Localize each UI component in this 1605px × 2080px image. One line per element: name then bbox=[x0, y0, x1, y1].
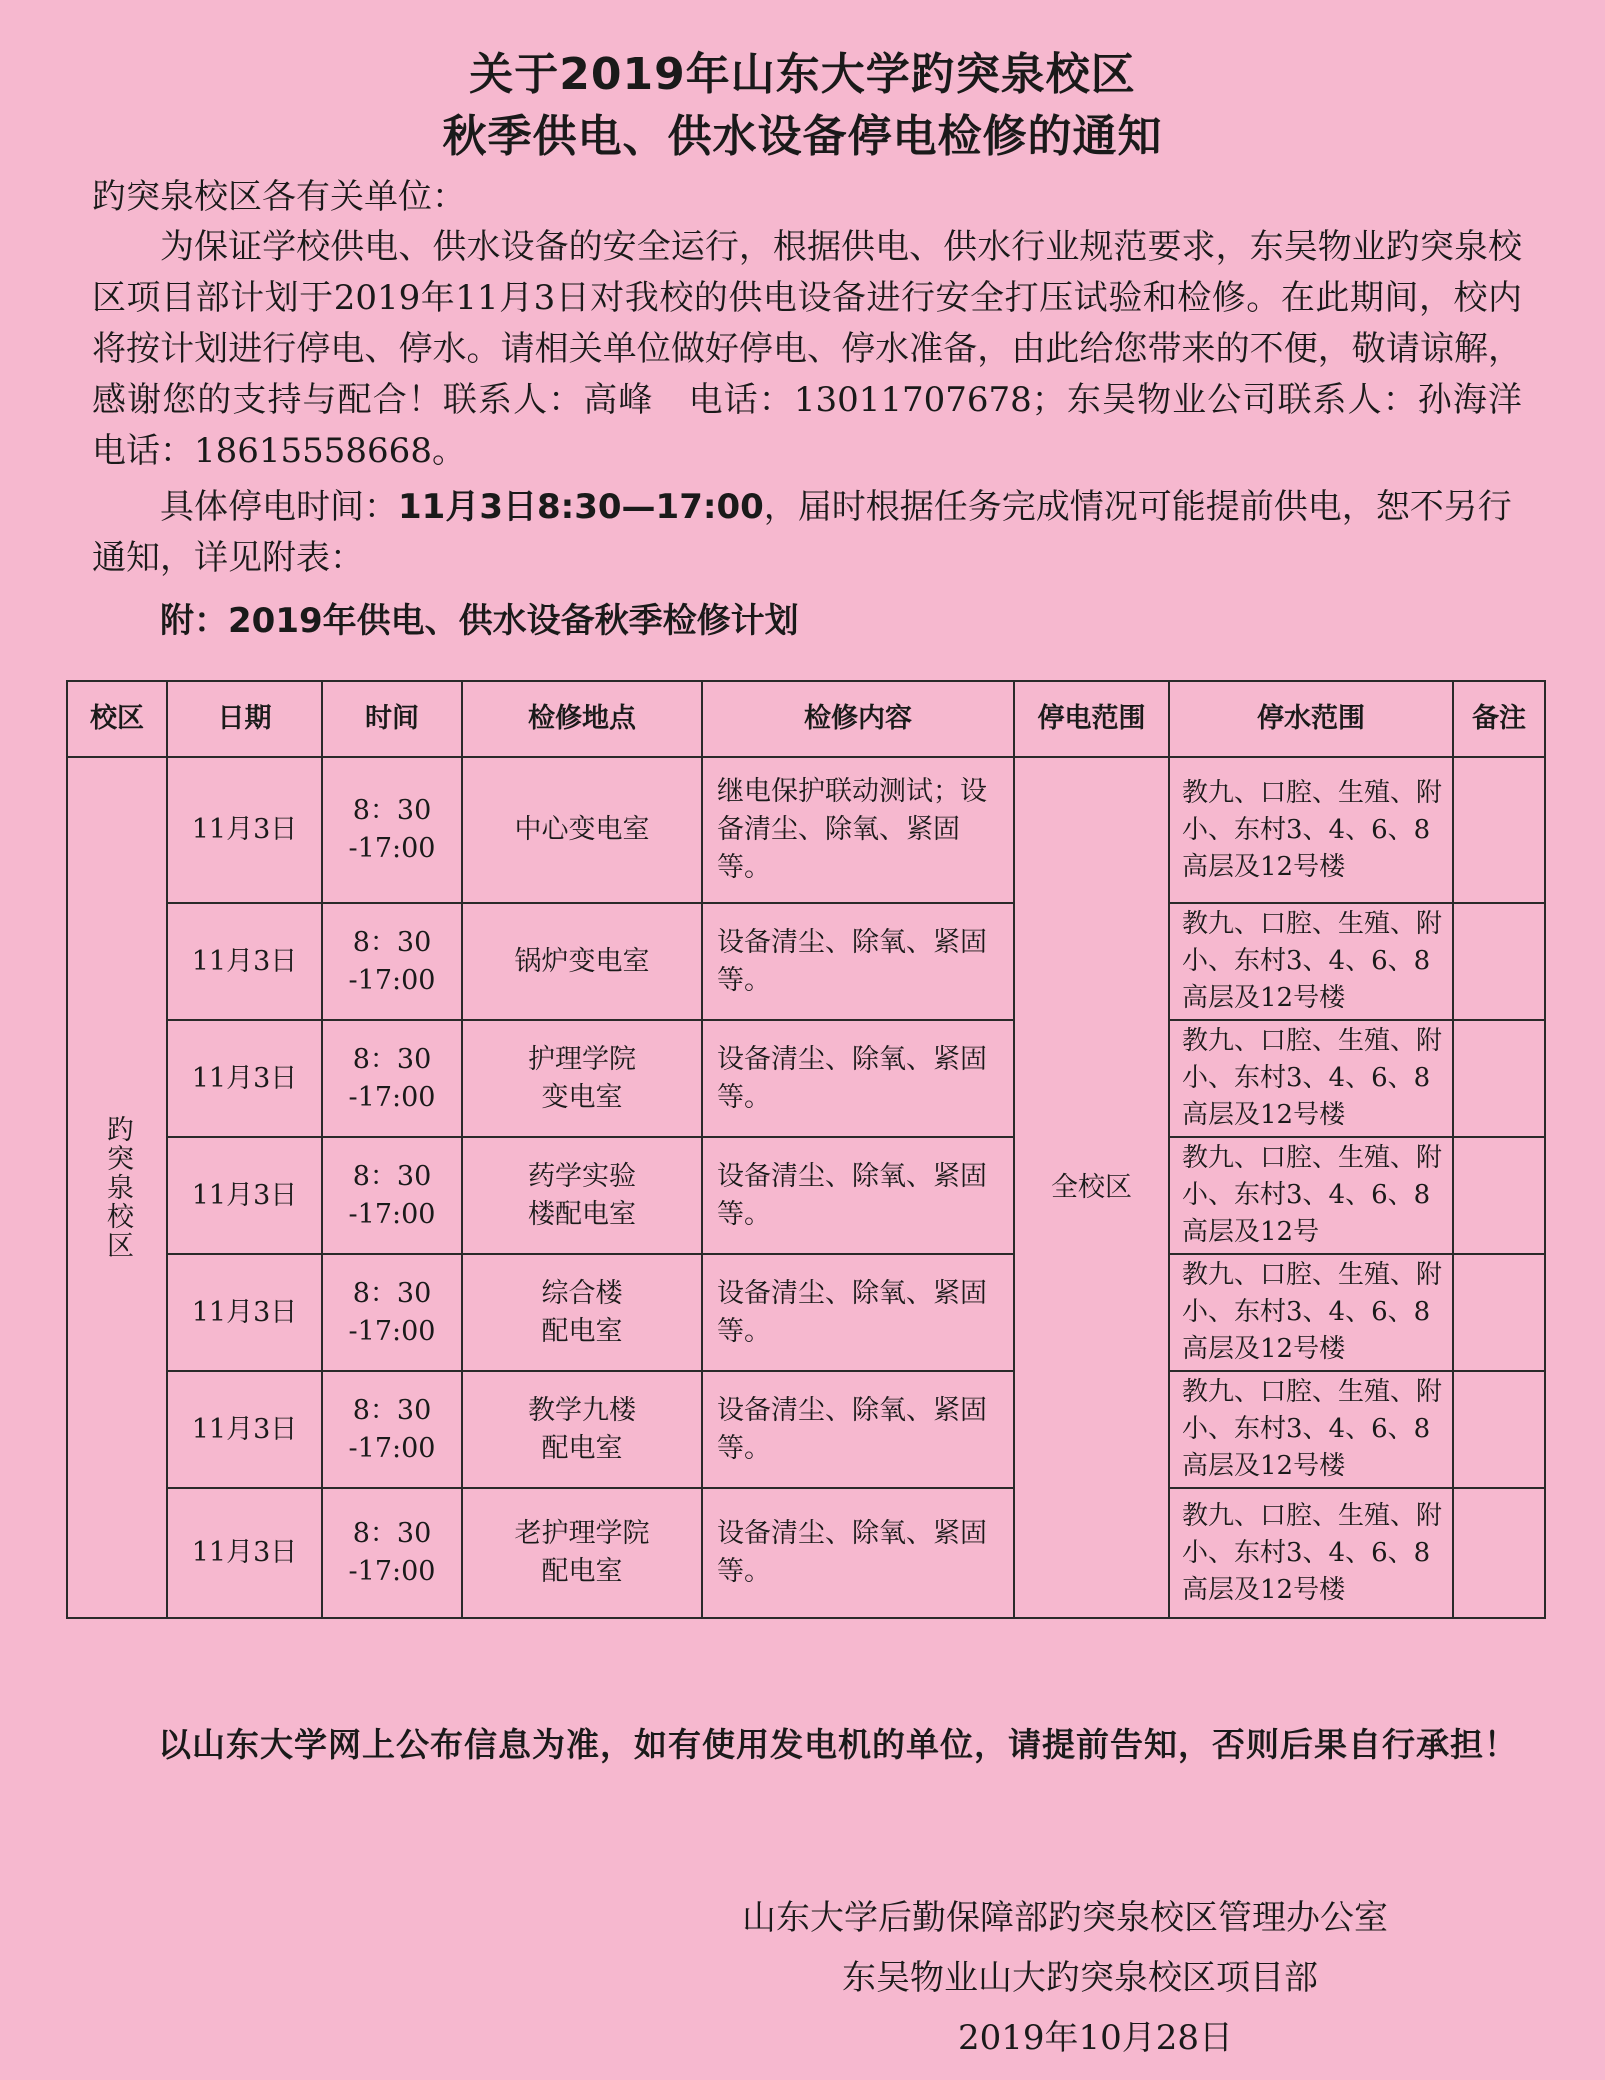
date-cell: 11月3日 bbox=[167, 903, 322, 1020]
location-line1: 中心变电室 bbox=[514, 814, 650, 845]
location-line2: 配电室 bbox=[541, 1556, 623, 1587]
header-content: 检修内容 bbox=[702, 681, 1014, 757]
table-row bbox=[67, 1020, 1545, 1137]
content-cell: 设备清尘、除氧、紧固等。 bbox=[702, 903, 1014, 1020]
header-campus: 校区 bbox=[67, 681, 167, 757]
note-cell bbox=[1453, 903, 1545, 1020]
location-line2: 配电室 bbox=[541, 1432, 623, 1464]
note-cell bbox=[1453, 1137, 1545, 1254]
time-end: -17:00 bbox=[348, 964, 436, 996]
time-cell bbox=[322, 757, 462, 903]
time-cell bbox=[322, 903, 462, 1020]
time-start: 8：30 bbox=[352, 1277, 432, 1309]
outage-time-value: 11月3日8:30—17:00 bbox=[398, 487, 764, 527]
date-cell: 11月3日 bbox=[167, 1020, 322, 1137]
attachment-heading: 附：2019年供电、供水设备秋季检修计划 bbox=[160, 601, 799, 641]
location-line1: 锅炉变电室 bbox=[514, 945, 650, 977]
water-scope-cell: 教九、口腔、生殖、附小、东村3、4、6、8高层及12号楼 bbox=[1169, 1371, 1453, 1488]
location-line2: 楼配电室 bbox=[528, 1198, 636, 1230]
table-row bbox=[67, 1371, 1545, 1488]
location-line1: 护理学院 bbox=[528, 1043, 636, 1075]
header-power-scope: 停电范围 bbox=[1014, 681, 1169, 757]
time-cell bbox=[322, 1254, 462, 1371]
location-cell bbox=[462, 1488, 702, 1618]
date-cell: 11月3日 bbox=[167, 1137, 322, 1254]
content-cell: 设备清尘、除氧、紧固等。 bbox=[702, 1254, 1014, 1371]
date-cell: 11月3日 bbox=[167, 757, 322, 903]
date-cell: 11月3日 bbox=[167, 1488, 322, 1618]
time-start: 8：30 bbox=[352, 1394, 432, 1426]
location-line2: 变电室 bbox=[541, 1081, 623, 1113]
time-cell bbox=[322, 1020, 462, 1137]
note-cell bbox=[1453, 757, 1545, 903]
water-scope-cell: 教九、口腔、生殖、附小、东村3、4、6、8高层及12号楼 bbox=[1169, 1020, 1453, 1137]
time-cell bbox=[322, 1371, 462, 1488]
final-note: 以山东大学网上公布信息为准，如有使用发电机的单位，请提前告知，否则后果自行承担！ bbox=[158, 1725, 1518, 1764]
location-cell bbox=[462, 1137, 702, 1254]
header-time: 时间 bbox=[322, 681, 462, 757]
water-scope-cell: 教九、口腔、生殖、附小、东村3、4、6、8高层及12号楼 bbox=[1169, 1254, 1453, 1371]
table-row bbox=[67, 1137, 1545, 1254]
main-paragraph: 为保证学校供电、供水设备的安全运行，根据供电、供水行业规范要求，东吴物业趵突泉校区项目部计划于2019年11月3日对我校的供电设备进行安全打压试验和检修。在此期间，校内将按计划进行停电、停水。请相关单位做好停电、停水准备，由此给您带来的不便，敬请谅解，感谢您的支持与配合！联系人：高峰 电话：13011707678；东吴物业公司联系人：孙海洋 电话：18615558668。 bbox=[92, 227, 1556, 471]
time-end: -17:00 bbox=[348, 833, 436, 864]
location-line1: 药学实验 bbox=[528, 1160, 636, 1192]
location-cell bbox=[462, 1371, 702, 1488]
water-scope-cell: 教九、口腔、生殖、附小、东村3、4、6、8高层及12号楼 bbox=[1169, 757, 1453, 903]
time-end: -17:00 bbox=[348, 1315, 436, 1347]
outage-time-paragraph bbox=[92, 482, 1522, 584]
signature-office: 山东大学后勤保障部趵突泉校区管理办公室 bbox=[742, 1898, 1388, 1938]
note-cell bbox=[1453, 1488, 1545, 1618]
outage-time-prefix: 具体停电时间： bbox=[160, 487, 398, 527]
time-cell bbox=[322, 1137, 462, 1254]
location-cell bbox=[462, 1020, 702, 1137]
salutation: 趵突泉校区各有关单位： bbox=[92, 177, 466, 217]
power-scope-cell: 全校区 bbox=[1014, 757, 1169, 1618]
notice-title-line2: 秋季供电、供水设备停电检修的通知 bbox=[442, 111, 1163, 162]
date-cell: 11月3日 bbox=[167, 1254, 322, 1371]
header-note: 备注 bbox=[1453, 681, 1545, 757]
date-cell: 11月3日 bbox=[167, 1371, 322, 1488]
water-scope-cell: 教九、口腔、生殖、附小、东村3、4、6、8高层及12号楼 bbox=[1169, 1488, 1453, 1618]
time-end: -17:00 bbox=[348, 1556, 436, 1587]
note-cell bbox=[1453, 1020, 1545, 1137]
location-line2: 配电室 bbox=[541, 1315, 623, 1347]
time-start: 8：30 bbox=[352, 1518, 432, 1549]
header-water-scope: 停水范围 bbox=[1169, 681, 1453, 757]
content-cell: 继电保护联动测试；设备清尘、除氧、紧固等。 bbox=[702, 757, 1014, 903]
water-scope-cell: 教九、口腔、生殖、附小、东村3、4、6、8高层及12号楼 bbox=[1169, 903, 1453, 1020]
time-end: -17:00 bbox=[348, 1198, 436, 1230]
notice-title-line1: 关于2019年山东大学趵突泉校区 bbox=[469, 49, 1136, 100]
table-row bbox=[67, 1488, 1545, 1618]
location-line1: 综合楼 bbox=[541, 1277, 623, 1309]
table-row bbox=[67, 1254, 1545, 1371]
note-cell bbox=[1453, 1254, 1545, 1371]
location-line1: 教学九楼 bbox=[528, 1394, 636, 1426]
location-cell bbox=[462, 903, 702, 1020]
note-cell bbox=[1453, 1371, 1545, 1488]
content-cell: 设备清尘、除氧、紧固等。 bbox=[702, 1371, 1014, 1488]
time-end: -17:00 bbox=[348, 1432, 436, 1464]
time-start: 8：30 bbox=[352, 926, 432, 958]
location-cell bbox=[462, 757, 702, 903]
content-cell: 设备清尘、除氧、紧固等。 bbox=[702, 1488, 1014, 1618]
time-end: -17:00 bbox=[348, 1081, 436, 1113]
water-scope-cell: 教九、口腔、生殖、附小、东村3、4、6、8高层及12号 bbox=[1169, 1137, 1453, 1254]
time-start: 8：30 bbox=[352, 1043, 432, 1075]
campus-cell: 趵突泉校区 bbox=[67, 757, 167, 1618]
content-cell: 设备清尘、除氧、紧固等。 bbox=[702, 1020, 1014, 1137]
content-cell: 设备清尘、除氧、紧固等。 bbox=[702, 1137, 1014, 1254]
signature-property-company: 东吴物业山大趵突泉校区项目部 bbox=[842, 1958, 1318, 1998]
header-date: 日期 bbox=[167, 681, 322, 757]
time-cell bbox=[322, 1488, 462, 1618]
time-start: 8：30 bbox=[352, 1160, 432, 1192]
notice-date: 2019年10月28日 bbox=[958, 2018, 1234, 2058]
time-start: 8：30 bbox=[352, 795, 432, 826]
table-row bbox=[67, 757, 1545, 903]
location-line1: 老护理学院 bbox=[514, 1518, 650, 1549]
maintenance-plan-table bbox=[66, 680, 1546, 1619]
location-cell bbox=[462, 1254, 702, 1371]
table-header-row bbox=[67, 681, 1545, 757]
header-location: 检修地点 bbox=[462, 681, 702, 757]
table-row bbox=[67, 903, 1545, 1020]
outage-time-suffix: ，届时根据任务完成情况可能提前供电，恕不另行通知，详见附表： bbox=[92, 487, 1512, 578]
